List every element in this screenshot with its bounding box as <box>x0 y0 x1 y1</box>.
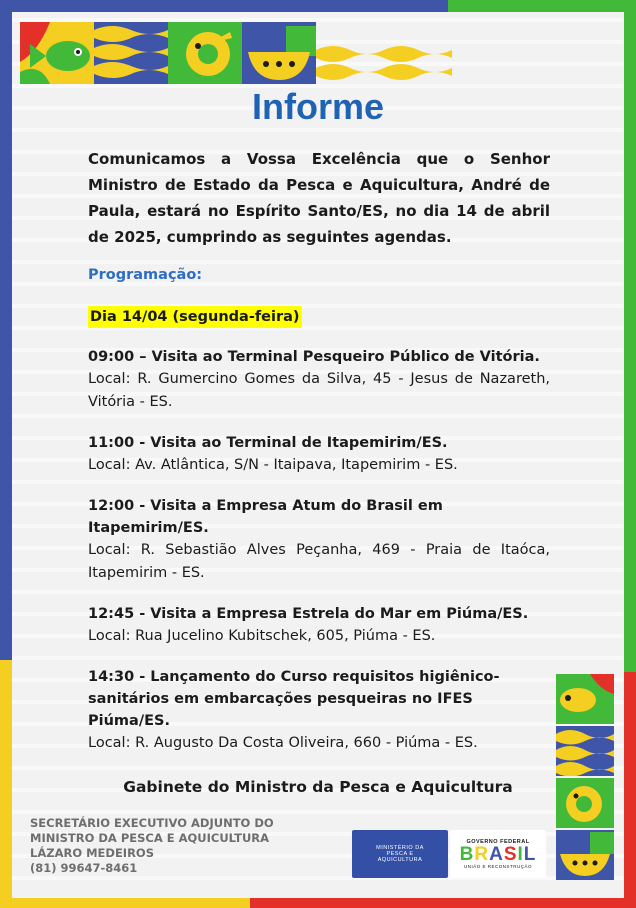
ministerio-logo <box>352 830 448 878</box>
wave-pattern-icon <box>94 22 168 84</box>
frame-left-stripe <box>0 0 12 908</box>
agenda-item-location: Local: R. Augusto Da Costa Oliveira, 660 - Piúma - ES. <box>88 735 478 751</box>
frame-top-stripe <box>0 0 636 12</box>
agenda-item-location: Local: R. Sebastião Alves Peçanha, 469 - Praia de Itaóca, Itapemirim - ES. <box>88 542 550 581</box>
ministerio-logo-line2: PESCA E <box>386 851 414 857</box>
ministerio-logo-line1: MINISTÉRIO DA <box>376 845 424 851</box>
signature-phone: (81) 99647-8461 <box>30 861 138 875</box>
fish-pattern-icon <box>556 674 614 724</box>
agenda-item-location: Local: Rua Jucelino Kubitschek, 605, Piúma - ES. <box>88 628 436 644</box>
agenda-item-title: 12:45 - Visita a Empresa Estrela do Mar em Piúma/ES. <box>88 606 529 622</box>
agenda-item <box>88 432 550 477</box>
frame-bottom-stripe <box>0 898 636 908</box>
agenda-item-location: Local: R. Gumercino Gomes da Silva, 45 - Jesus de Nazareth, Vitória - ES. <box>88 371 550 410</box>
signature-role-line2: MINISTRO DA PESCA E AQUICULTURA <box>30 831 270 845</box>
agenda-item-title: 09:00 – Visita ao Terminal Pesqueiro Público de Vitória. <box>88 349 540 365</box>
document-body <box>88 146 550 755</box>
agenda-item <box>88 603 550 648</box>
day-highlight: Dia 14/04 (segunda-feira) <box>88 306 302 328</box>
signature-name: LÁZARO MEDEIROS <box>30 846 154 860</box>
yellow-wave-decoration <box>316 40 452 84</box>
gov-logo-brasil: BRASIL <box>459 844 537 865</box>
footer-title: Gabinete do Ministro da Pesca e Aquicultura <box>123 778 513 796</box>
frame-right-stripe <box>624 0 636 908</box>
agenda-item <box>88 666 550 755</box>
agenda-item-location: Local: Av. Atlântica, S/N - Itaipava, Itapemirim - ES. <box>88 457 458 473</box>
agenda-item <box>88 495 550 585</box>
governo-federal-logo <box>450 830 546 878</box>
boat-pattern-icon <box>242 22 316 84</box>
ministerio-logo-line3: AQUICULTURA <box>377 857 423 863</box>
decorative-banner <box>20 22 316 84</box>
intro-paragraph: Comunicamos a Vossa Excelência que o Senhor Ministro de Estado da Pesca e Aquicultura, André de Paula, estará no Espírito Santo/ES, no dia 14 de abril de 2025, cumprindo as seguintes agendas. <box>88 150 550 246</box>
page-title: Informe <box>251 86 384 127</box>
boat-pattern-icon <box>556 830 614 880</box>
agenda-item <box>88 346 550 414</box>
gov-logo-subtitle: UNIÃO E RECONSTRUÇÃO <box>463 864 532 869</box>
fish-pattern-icon <box>20 22 94 84</box>
wave-pattern-icon <box>556 726 614 776</box>
agenda-item-title: 12:00 - Visita a Empresa Atum do Brasil em Itapemirim/ES. <box>88 498 443 536</box>
shrimp-pattern-icon <box>168 22 242 84</box>
agenda-item-title: 11:00 - Visita ao Terminal de Itapemirim/ES. <box>88 435 448 451</box>
programacao-heading: Programação: <box>88 267 203 283</box>
gov-logo-top: GOVERNO FEDERAL <box>466 839 530 845</box>
signature-role-line1: SECRETÁRIO EXECUTIVO ADJUNTO DO <box>30 816 274 830</box>
decorative-side-column <box>556 674 614 880</box>
signature-block <box>30 816 274 876</box>
agenda-item-title: 14:30 - Lançamento do Curso requisitos higiênico-sanitários em embarcações pesqueiras no IFES Piúma/ES. <box>88 669 500 729</box>
